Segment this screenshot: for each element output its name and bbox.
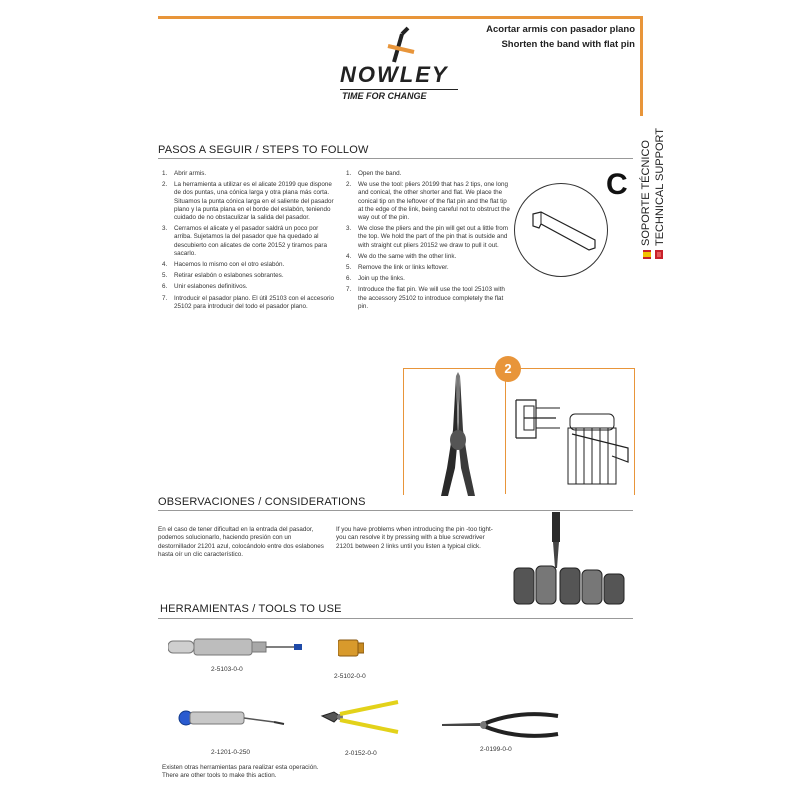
list-item: 4. Hacemos lo mismo con el otro eslabón. xyxy=(162,261,285,269)
screwdriver-in-band-photo-icon xyxy=(512,512,634,608)
observations-heading: OBSERVACIONES / CONSIDERATIONS xyxy=(158,496,366,508)
flat-pin-icon xyxy=(515,184,607,276)
tools-note-es: Existen otras herramientas para realizar esta operación. xyxy=(162,764,319,771)
tools-rule xyxy=(158,618,633,619)
list-item: 7. Introduce the flat pin. We will use the tool 25103 with the accessory 25102 to introduce completely the flat pin. xyxy=(346,286,505,310)
logo-mark-icon xyxy=(336,26,466,64)
header-title-en: Shorten the band with flat pin xyxy=(501,39,635,50)
list-item: 2. La herramienta a utilizar es el alicate 20199 que dispone de dos puntas, una cónica larga y otra plana más corta. Situamos la punta cónica larga en el saliente del pasador plano y la punta plana en el borde del eslabón, teniendo cuidado de no obstaculizar la salida del pasador. xyxy=(162,181,334,222)
accessory-icon xyxy=(338,638,364,658)
list-item: 3. Cerramos el alicate y el pasador saldrá un poco por arriba. Sujetamos la del pasador que ha quedado al descubierto con alicates de corte 20152 y tiramos para sacarlo. xyxy=(162,225,327,257)
pin-illustration xyxy=(514,183,608,277)
cutting-pliers-icon xyxy=(318,700,400,736)
tool-code: 2-1201-0-250 xyxy=(211,749,251,756)
observations-text-en: If you have problems when introducing the pin -too tight- you can resolve it by pressing with a blue screwdriver 21201 between 2 links until you listen a typical click. xyxy=(336,526,493,550)
figure-divider xyxy=(505,380,506,494)
list-item: 5. Retirar eslabón o eslabones sobrantes. xyxy=(162,272,284,280)
list-item: 1. Open the band. xyxy=(346,170,402,177)
observations-text-es: En el caso de tener dificultad en la entrada del pasador, podemos solucionarlo, haciendo presión con un destornillador 21201 azul, colocándolo entre dos eslabones hasta oír un clic característico. xyxy=(158,526,324,558)
list-item: 1. Abrir armis. xyxy=(162,170,207,177)
band-diagram-icon xyxy=(512,384,630,492)
brand-underline xyxy=(340,89,458,90)
header-right-rule xyxy=(640,16,643,116)
steps-list-en xyxy=(342,170,512,314)
flag-icon-2 xyxy=(655,250,663,259)
brand-name: NOWLEY xyxy=(340,62,449,87)
section-letter: C xyxy=(606,168,628,201)
side-label-es: SOPORTE TÉCNICO xyxy=(640,140,652,246)
flat-nose-pliers-icon xyxy=(440,712,560,738)
side-label-en: TECHNICAL SUPPORT xyxy=(654,128,666,246)
observations-rule xyxy=(158,510,633,511)
pin-pusher-icon xyxy=(168,636,304,658)
tools-heading: HERRAMIENTAS / TOOLS TO USE xyxy=(160,603,342,615)
list-item: 4. We do the same with the other link. xyxy=(346,252,457,260)
list-item: 6. Unir eslabones definitivos. xyxy=(162,283,248,291)
pliers-photo-icon xyxy=(418,372,498,496)
figure-badge: 2 xyxy=(495,356,521,382)
list-item: 5. Remove the link or links leftover. xyxy=(346,264,449,272)
brand-logo xyxy=(336,26,466,106)
header-title-es: Acortar armis con pasador plano xyxy=(486,24,635,35)
screwdriver-icon xyxy=(176,708,286,728)
steps-list-es xyxy=(158,170,334,314)
header-top-rule xyxy=(158,16,643,19)
flag-icon xyxy=(643,250,651,259)
tools-note-en: There are other tools to make this action. xyxy=(162,772,277,779)
list-item: 2. We use the tool: pliers 20199 that has 2 tips, one long and conical, the other shorter and flat. We place the conical tip on the leftover of the flat pin and the flat tip at the edge of the link, being careful not to obstruct the way out of the pin. xyxy=(346,181,510,222)
brand-tagline: TIME FOR CHANGE xyxy=(342,91,427,101)
tool-code: 2-5102-0-0 xyxy=(334,673,366,680)
steps-heading: PASOS A SEGUIR / STEPS TO FOLLOW xyxy=(158,144,369,156)
list-item: 3. We close the pliers and the pin will get out a little from the top. We hold the part of the pin that is outside and with straight cut pliers 20152 we draw to pull it out. xyxy=(346,225,509,249)
steps-rule xyxy=(158,158,633,159)
tool-code: 2-0152-0-0 xyxy=(345,750,377,757)
tool-code: 2-0199-0-0 xyxy=(480,746,512,753)
tool-code: 2-5103-0-0 xyxy=(211,666,243,673)
list-item: 6. Join up the links. xyxy=(346,275,405,283)
list-item: 7. Introducir el pasador plano. El útil 25103 con el accesorio 25102 para introducir del todo el pasador plano. xyxy=(162,294,334,310)
